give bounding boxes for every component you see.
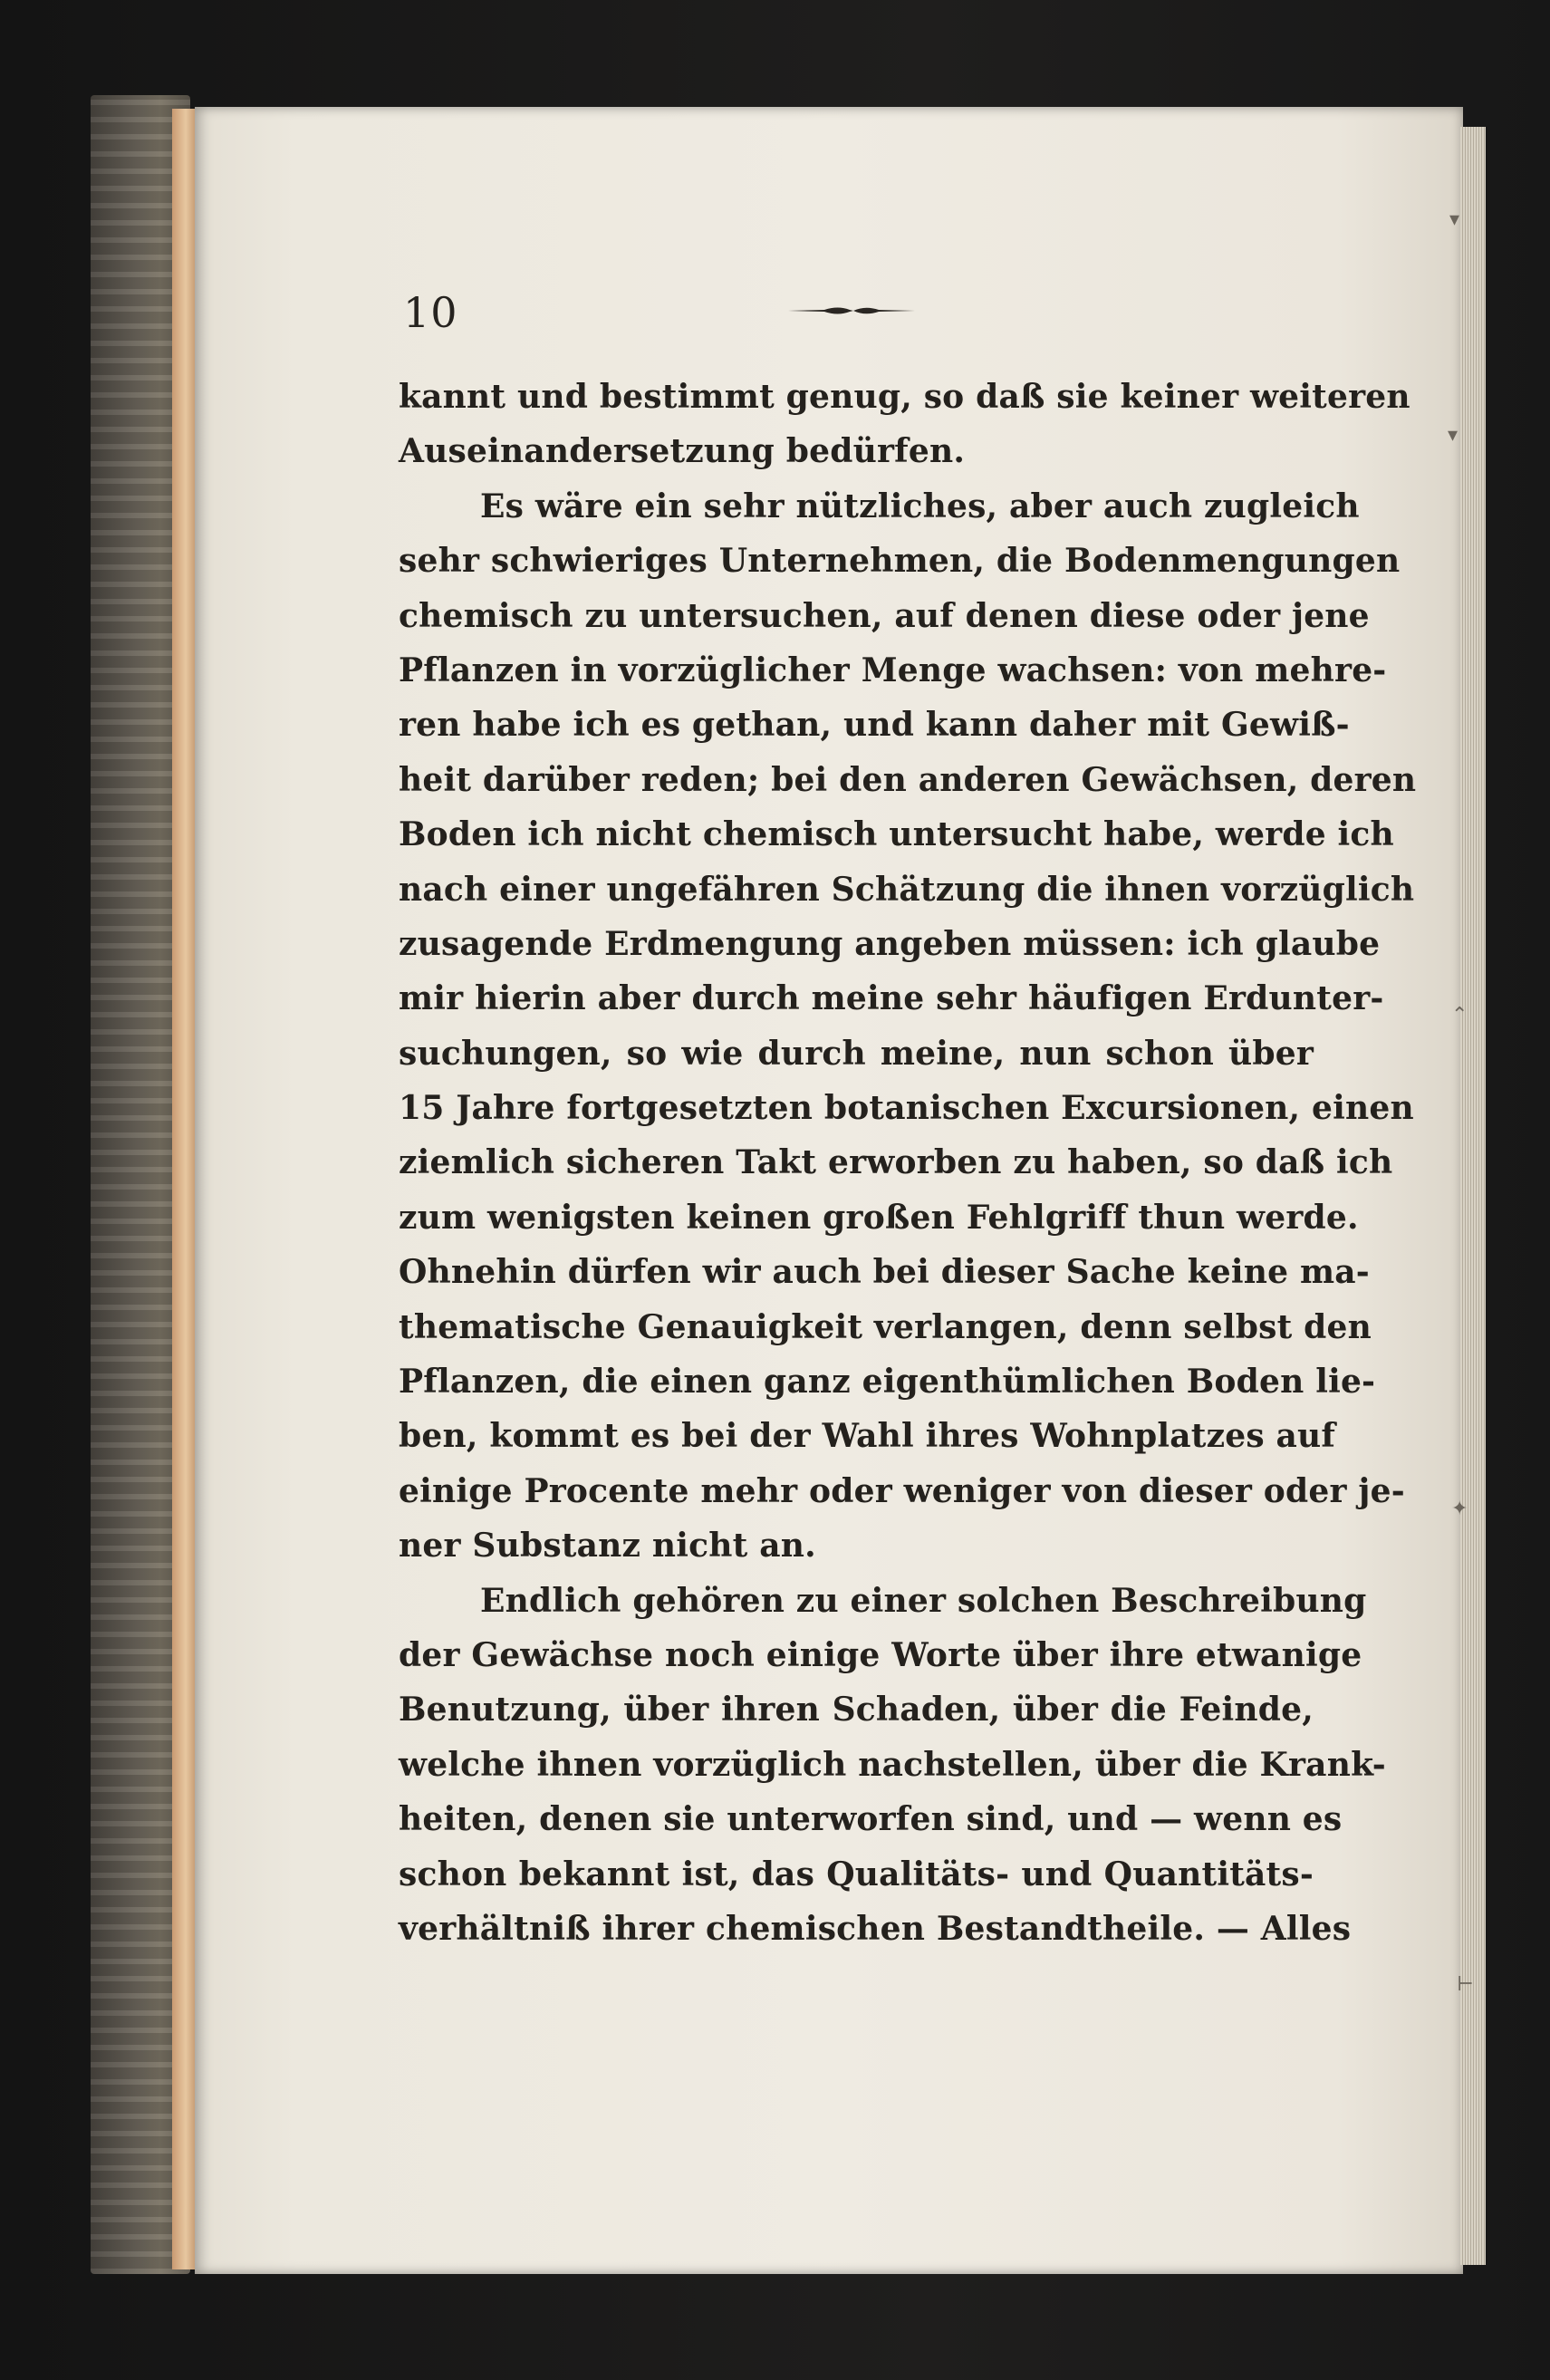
text-line: sehr schwieriges Unternehmen, die Bodenmengungen xyxy=(399,542,1401,581)
text-line: der Gewächse noch einige Worte über ihre etwanige xyxy=(399,1635,1362,1674)
text-line: Pflanzen, die einen ganz eigenthümlichen Boden lie- xyxy=(399,1363,1376,1402)
text-line: zusagende Erdmengung angeben müssen: ich glaube xyxy=(399,924,1381,963)
text-line: ziemlich sicheren Takt erworben zu haben, so daß ich xyxy=(399,1143,1393,1182)
text-line: heit darüber reden; bei den anderen Gewächsen, deren xyxy=(399,760,1417,799)
text-line: chemisch zu untersuchen, auf denen diese oder jene xyxy=(399,596,1370,635)
page-stack-edge xyxy=(1460,127,1486,2265)
page-edge-mark-icon: ⌃ xyxy=(1451,1004,1468,1026)
text-line: suchungen, so wie durch meine, nun schon über xyxy=(399,1034,1314,1073)
text-line: 15 Jahre fortgesetzten botanischen Excursionen, einen xyxy=(399,1089,1414,1128)
text-line: zum wenigsten keinen großen Fehlgriff thun werde. xyxy=(399,1198,1359,1237)
page-edge-mark-icon: ▾ xyxy=(1448,424,1459,447)
text-line: verhältniß ihrer chemischen Bestandtheile. — Alles xyxy=(399,1909,1352,1948)
text-line: Es wäre ein sehr nützliches, aber auch zugleich xyxy=(480,487,1360,525)
text-line: nach einer ungefähren Schätzung die ihnen vorzüglich xyxy=(399,870,1415,909)
page-edge-mark-icon: ▾ xyxy=(1449,208,1460,231)
text-line: kannt und bestimmt genug, so daß sie keiner weiteren xyxy=(399,378,1410,416)
text-line: Ohnehin dürfen wir auch bei dieser Sache keine ma- xyxy=(399,1253,1370,1292)
text-line: ben, kommt es bei der Wahl ihres Wohnplatzes auf xyxy=(399,1417,1336,1456)
text-line: ner Substanz nicht an. xyxy=(399,1527,816,1566)
page-edge-mark-icon: ⊢ xyxy=(1457,1973,1474,1996)
text-line: Auseinandersetzung bedürfen. xyxy=(399,432,966,471)
text-line: Boden ich nicht chemisch untersucht habe, werde ich xyxy=(399,815,1394,854)
page-number: 10 xyxy=(403,288,458,337)
text-line: ren habe ich es gethan, und kann daher mit Gewiß- xyxy=(399,706,1350,745)
text-line: mir hierin aber durch meine sehr häufigen Erdunter- xyxy=(399,979,1384,1018)
ornament-divider-icon xyxy=(788,304,915,317)
page-edge-mark-icon: ✦ xyxy=(1451,1498,1468,1520)
text-line: Benutzung, über ihren Schaden, über die Feinde, xyxy=(399,1691,1314,1730)
text-line: thematische Genauigkeit verlangen, denn selbst den xyxy=(399,1307,1372,1346)
text-line: Endlich gehören zu einer solchen Beschreibung xyxy=(480,1581,1367,1620)
text-line: Pflanzen in vorzüglicher Menge wachsen: von mehre- xyxy=(399,650,1387,689)
text-line: schon bekannt ist, das Qualitäts- und Quantitäts- xyxy=(399,1855,1314,1893)
text-line: einige Procente mehr oder weniger von dieser oder je- xyxy=(399,1471,1405,1510)
body-text xyxy=(399,370,1417,1956)
text-line: heiten, denen sie unterworfen sind, und — wenn es xyxy=(399,1800,1343,1839)
text-line: welche ihnen vorzüglich nachstellen, über die Krank- xyxy=(399,1745,1386,1784)
